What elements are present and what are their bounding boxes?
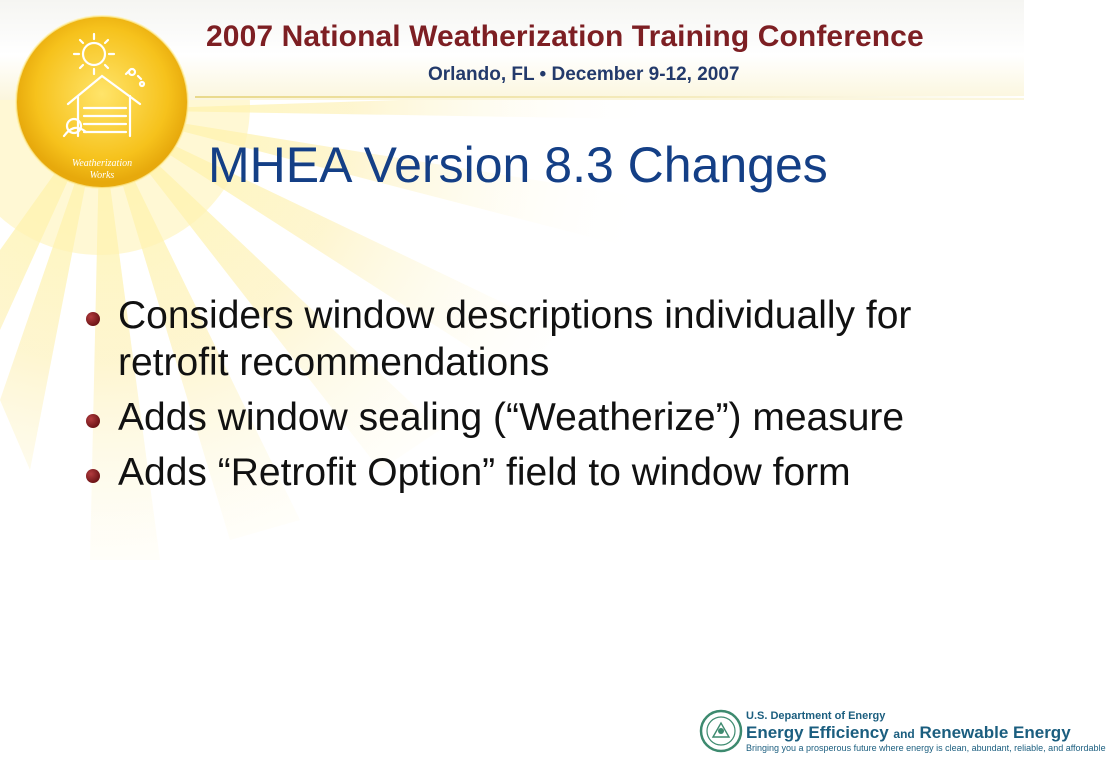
doe-agency-text: U.S. Department of Energy (746, 710, 886, 722)
bullet-dot-icon (86, 312, 100, 326)
logo-text: Weatherization (71, 158, 133, 169)
doe-eere-logo (699, 707, 1106, 757)
bullet-item (84, 292, 1004, 386)
weatherization-works-logo (14, 14, 190, 190)
bullet-list (84, 292, 1004, 504)
bullet-text: Adds window sealing (“Weatherize”) measure (118, 396, 905, 439)
conference-title: 2007 National Weatherization Training Conference (206, 20, 924, 53)
doe-tagline: Bringing you a prosperous future where energy is clean, abundant, reliable, and affordable (746, 743, 1106, 753)
header-divider (195, 96, 1024, 98)
conference-subtitle: Orlando, FL • December 9-12, 2007 (428, 64, 740, 85)
bullet-dot-icon (86, 469, 100, 483)
doe-office-text: Energy Efficiency and Renewable Energy (746, 723, 1071, 742)
bullet-text: Considers window descriptions individually for retrofit recommendations (118, 294, 912, 384)
doe-seal-icon (699, 709, 743, 753)
svg-text:Works: Works (89, 170, 115, 181)
bullet-item (84, 449, 1004, 496)
slide-title: MHEA Version 8.3 Changes (208, 137, 828, 193)
bullet-dot-icon (86, 414, 100, 428)
bullet-text: Adds “Retrofit Option” field to window form (118, 451, 851, 494)
bullet-item (84, 394, 1004, 441)
